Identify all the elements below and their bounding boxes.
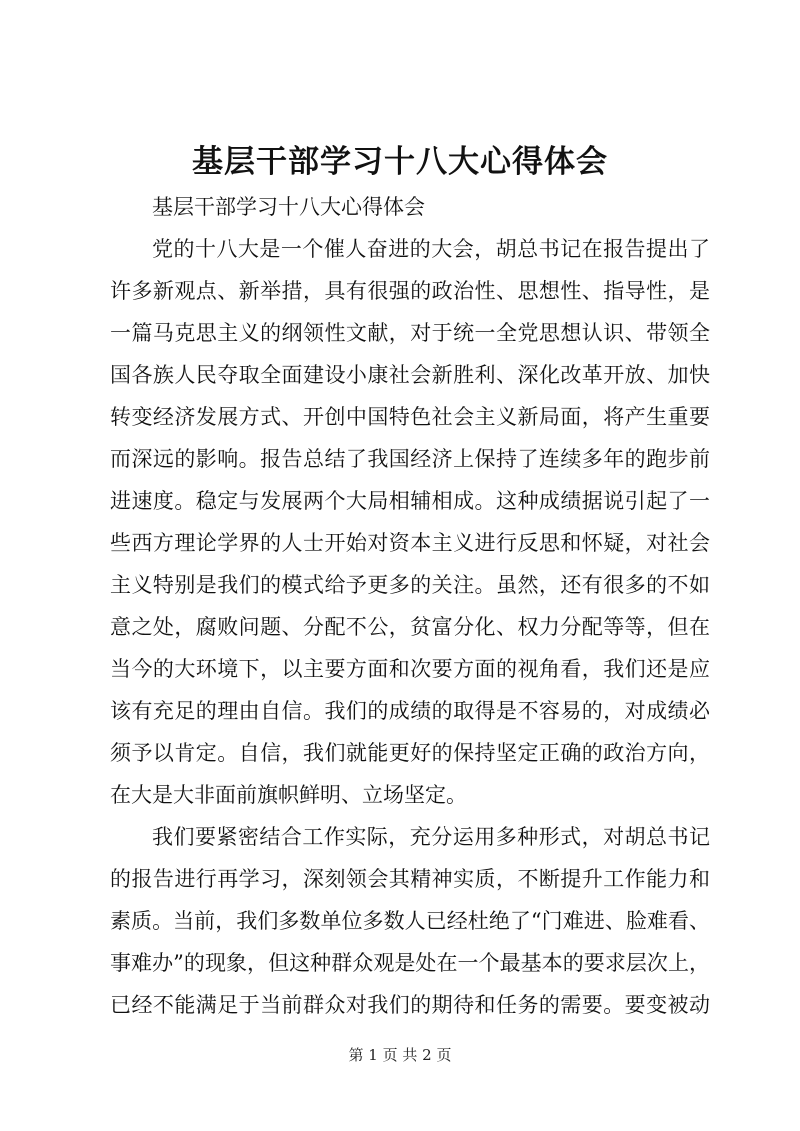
paragraph-1: [110, 228, 710, 816]
paragraph-line: 主义特别是我们的模式给予更多的关注。虽然，还有很多的不如: [110, 573, 710, 597]
paragraph-line: 进速度。稳定与发展两个大局相辅相成。这种成绩据说引起了一: [110, 489, 710, 513]
paragraph-line: 我们要紧密结合工作实际，充分运用多种形式，对胡总书记: [152, 825, 710, 849]
paragraph-line: 在大是大非面前旗帜鲜明、立场坚定。: [110, 783, 467, 807]
paragraph-line: 的报告进行再学习，深刻领会其精神实质，不断提升工作能力和: [110, 867, 710, 891]
paragraph-line: 国各族人民夺取全面建设小康社会新胜利、深化改革开放、加快: [110, 363, 710, 387]
paragraph-line: 须予以肯定。自信，我们就能更好的保持坚定正确的政治方向，: [110, 741, 710, 765]
paragraph-line: 许多新观点、新举措，具有很强的政治性、思想性、指导性，是: [110, 279, 710, 303]
paragraph-line: 而深远的影响。报告总结了我国经济上保持了连续多年的跑步前: [110, 447, 710, 471]
document-body: [110, 186, 710, 1026]
paragraph-line: 党的十八大是一个催人奋进的大会，胡总书记在报告提出了: [152, 237, 710, 261]
document-subtitle: 基层干部学习十八大心得体会: [152, 195, 425, 219]
paragraph-line: 该有充足的理由自信。我们的成绩的取得是不容易的，对成绩必: [110, 699, 710, 723]
paragraph-line: 当今的大环境下，以主要方面和次要方面的视角看，我们还是应: [110, 657, 710, 681]
paragraph-line: 些西方理论学界的人士开始对资本主义进行反思和怀疑，对社会: [110, 531, 710, 555]
paragraph-line: 意之处，腐败问题、分配不公，贫富分化、权力分配等等，但在: [110, 615, 710, 639]
paragraph-2: [110, 816, 710, 1026]
paragraph-line: 已经不能满足于当前群众对我们的期待和任务的需要。要变被动: [110, 993, 710, 1017]
paragraph-line: 事难办”的现象，但这种群众观是处在一个最基本的要求层次上，: [110, 951, 710, 975]
paragraph-line: 转变经济发展方式、开创中国特色社会主义新局面，将产生重要: [110, 405, 710, 429]
paragraph-line: 素质。当前，我们多数单位多数人已经杜绝了“门难进、脸难看、: [110, 909, 710, 933]
document-title: 基层干部学习十八大心得体会: [192, 144, 608, 180]
page-number-footer: 第 1 页 共 2 页: [348, 1046, 452, 1064]
paragraph-line: 一篇马克思主义的纲领性文献，对于统一全党思想认识、带领全: [110, 321, 710, 345]
